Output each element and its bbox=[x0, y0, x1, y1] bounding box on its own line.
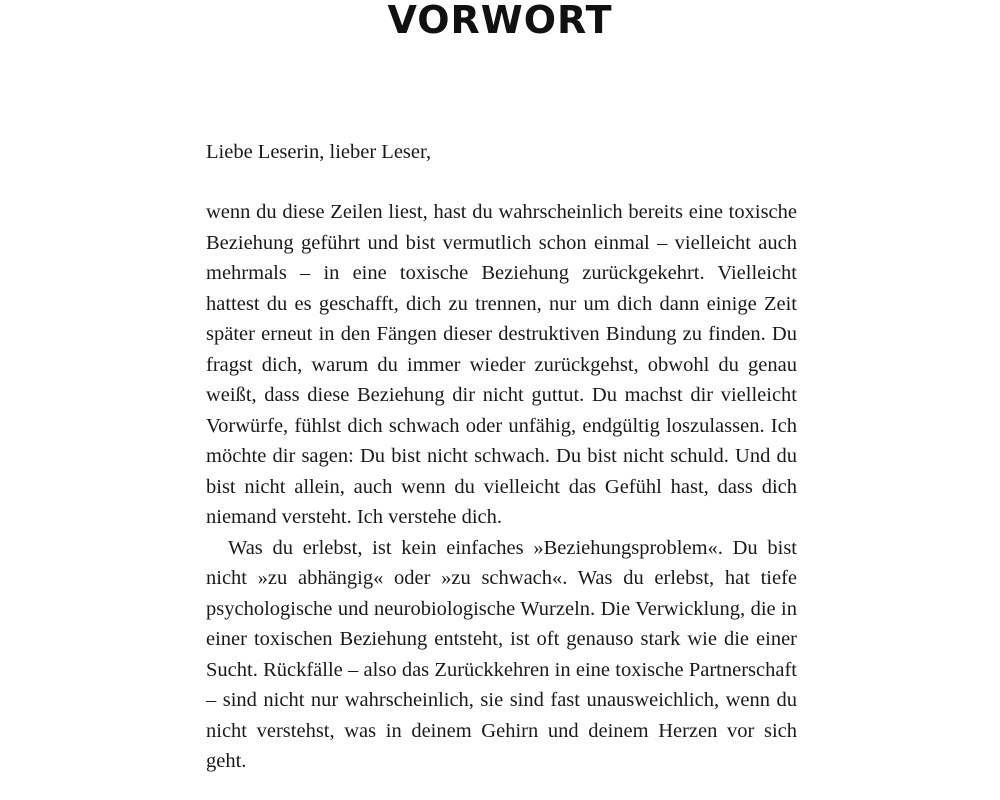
paragraph-1: wenn du diese Zeilen liest, hast du wahrscheinlich bereits eine toxische Beziehung geführt und bist vermutlich schon einmal – vielleicht auch mehrmals – in eine toxische Beziehung zurückgekehrt. Vielleicht hattest du es geschafft, dich zu trennen, nur um dich dann einige Zeit später erneut in den Fängen dieser destruktiven Bindung zu finden. Du fragst dich, warum du immer wieder zurückgehst, obwohl du genau weißt, dass diese Beziehung dir nicht guttut. Du machst dir vielleicht Vorwürfe, fühlst dich schwach oder unfähig, endgültig loszulassen. Ich möchte dir sagen: Du bist nicht schwach. Du bist nicht schuld. Und du bist nicht allein, auch wenn du vielleicht das Gefühl hast, dass dich niemand versteht. Ich verstehe dich. bbox=[206, 201, 797, 528]
chapter-title: VORWORT bbox=[387, 0, 613, 42]
paragraph-2: Was du erlebst, ist kein einfaches »Beziehungsproblem«. Du bist nicht »zu abhängig« oder »zu schwach«. Was du erlebst, hat tiefe psychologische und neurobiologische Wurzeln. Die Verwicklung, die in einer toxischen Beziehung entsteht, ist oft genauso stark wie die einer Sucht. Rückfälle – also das Zurückkehren in eine toxische Partnerschaft – sind nicht nur wahrscheinlich, sie sind fast unausweichlich, wenn du nicht verstehst, was in deinem Gehirn und deinem Herzen vor sich geht. bbox=[206, 536, 797, 772]
salutation: Liebe Leserin, lieber Leser, bbox=[206, 141, 432, 163]
body-text bbox=[206, 197, 797, 777]
